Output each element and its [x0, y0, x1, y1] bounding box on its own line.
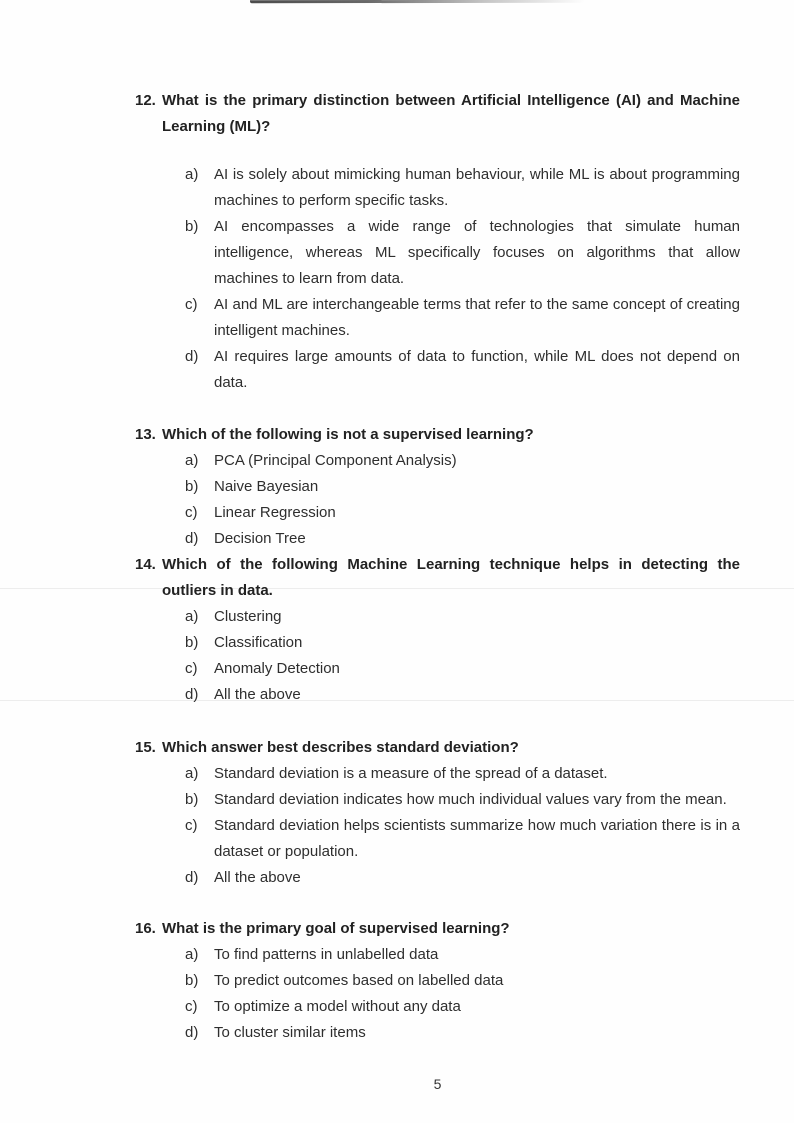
question-text: Which of the following is not a supervised learning?	[162, 426, 534, 443]
option-d	[185, 526, 740, 552]
option-label: d)	[185, 348, 199, 365]
options-list	[135, 761, 740, 891]
question-number: 15.	[135, 739, 156, 756]
option-text: All the above	[214, 869, 301, 886]
option-a	[185, 942, 740, 968]
option-b	[185, 630, 740, 656]
option-text: Standard deviation indicates how much individual values vary from the mean.	[214, 791, 727, 808]
option-label: d)	[185, 1024, 199, 1041]
option-c	[185, 813, 740, 865]
question-text: Which answer best describes standard deviation?	[162, 739, 519, 756]
option-text: Classification	[214, 634, 303, 651]
question-header	[135, 735, 740, 761]
question-header	[135, 88, 740, 140]
option-label: a)	[185, 608, 199, 625]
option-label: b)	[185, 972, 199, 989]
question-number: 14.	[135, 556, 156, 573]
option-label: b)	[185, 791, 199, 808]
option-b	[185, 968, 740, 994]
question-header	[135, 916, 740, 942]
option-label: b)	[185, 218, 199, 235]
option-text: AI encompasses a wide range of technologies that simulate human intelligence, whereas ML specifically focuses on algorithms that allow machines to learn from data.	[214, 218, 740, 287]
option-b	[185, 787, 740, 813]
option-label: a)	[185, 452, 199, 469]
question-number: 13.	[135, 426, 156, 443]
option-d	[185, 865, 740, 891]
option-d	[185, 1020, 740, 1046]
option-b	[185, 214, 740, 292]
option-a	[185, 604, 740, 630]
option-label: b)	[185, 478, 199, 495]
question-12	[135, 88, 740, 396]
question-15	[135, 735, 740, 891]
option-label: c)	[185, 817, 198, 834]
option-label: c)	[185, 504, 198, 521]
option-text: AI and ML are interchangeable terms that refer to the same concept of creating intelligent machines.	[214, 296, 740, 339]
option-text: All the above	[214, 686, 301, 703]
question-13	[135, 422, 740, 552]
question-text: What is the primary goal of supervised learning?	[162, 920, 510, 937]
option-a	[185, 162, 740, 214]
page-content	[135, 88, 740, 1092]
option-text: AI requires large amounts of data to function, while ML does not depend on data.	[214, 348, 740, 391]
options-list	[135, 448, 740, 552]
option-c	[185, 994, 740, 1020]
option-c	[185, 656, 740, 682]
option-text: To cluster similar items	[214, 1024, 366, 1041]
page-number: 5	[433, 1076, 442, 1092]
option-c	[185, 292, 740, 344]
option-a	[185, 761, 740, 787]
option-text: To optimize a model without any data	[214, 998, 461, 1015]
option-label: b)	[185, 634, 199, 651]
option-text: AI is solely about mimicking human behaviour, while ML is about programming machines to perform specific tasks.	[214, 166, 740, 209]
option-text: Anomaly Detection	[214, 660, 340, 677]
option-text: To predict outcomes based on labelled data	[214, 972, 504, 989]
option-text: Standard deviation is a measure of the spread of a dataset.	[214, 765, 608, 782]
question-number: 16.	[135, 920, 156, 937]
option-label: c)	[185, 998, 198, 1015]
question-header	[135, 422, 740, 448]
option-text: PCA (Principal Component Analysis)	[214, 452, 457, 469]
option-label: a)	[185, 166, 199, 183]
scan-artifact-line	[250, 0, 585, 3]
option-text: Clustering	[214, 608, 282, 625]
options-list	[135, 942, 740, 1046]
question-number: 12.	[135, 92, 156, 109]
option-d	[185, 344, 740, 396]
option-label: d)	[185, 686, 199, 703]
option-text: To find patterns in unlabelled data	[214, 946, 439, 963]
option-label: c)	[185, 660, 198, 677]
question-16	[135, 916, 740, 1046]
option-d	[185, 682, 740, 708]
option-label: c)	[185, 296, 198, 313]
question-14	[135, 552, 740, 708]
option-c	[185, 500, 740, 526]
options-list	[135, 604, 740, 708]
options-list	[135, 162, 740, 396]
question-header	[135, 552, 740, 604]
option-text: Linear Regression	[214, 504, 336, 521]
option-label: a)	[185, 946, 199, 963]
option-label: d)	[185, 869, 199, 886]
question-text: Which of the following Machine Learning technique helps in detecting the outliers in data.	[162, 556, 740, 599]
option-a	[185, 448, 740, 474]
option-b	[185, 474, 740, 500]
question-text: What is the primary distinction between Artificial Intelligence (AI) and Machine Learning (ML)?	[162, 92, 740, 135]
option-label: d)	[185, 530, 199, 547]
option-label: a)	[185, 765, 199, 782]
option-text: Naive Bayesian	[214, 478, 319, 495]
option-text: Standard deviation helps scientists summarize how much variation there is in a dataset or population.	[214, 817, 740, 860]
option-text: Decision Tree	[214, 530, 306, 547]
